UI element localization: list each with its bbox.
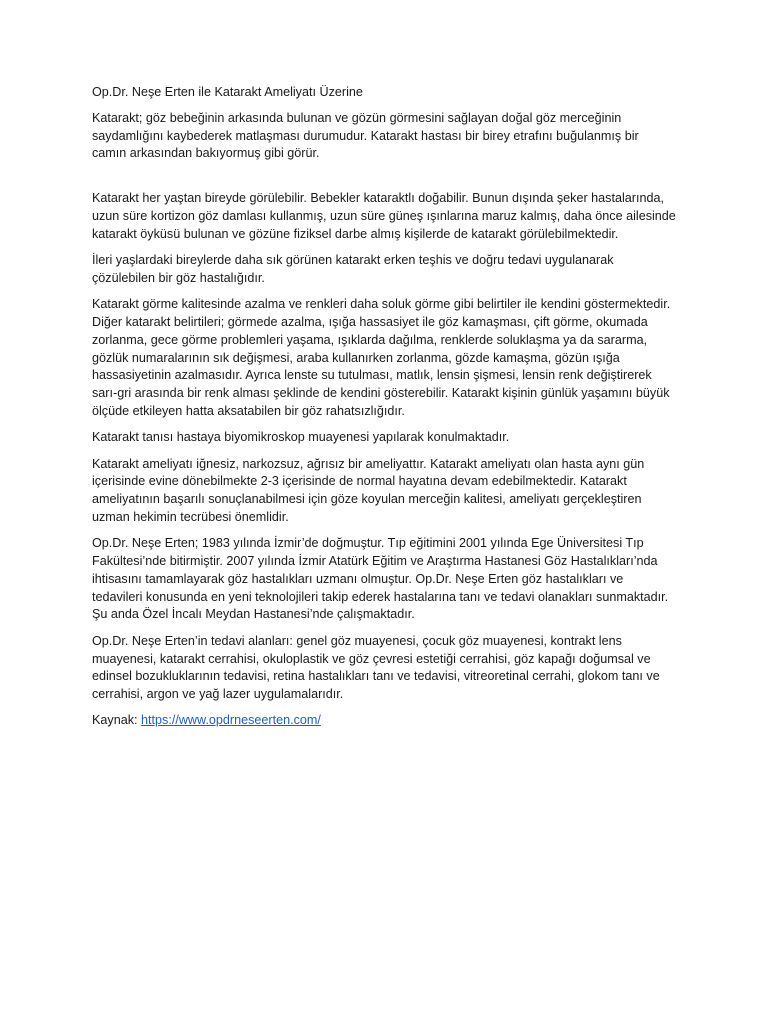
document-title: Op.Dr. Neşe Erten ile Katarakt Ameliyatı Üzerine [92, 85, 363, 99]
paragraph-doctor-bio: Op.Dr. Neşe Erten; 1983 yılında İzmir’de doğmuştur. Tıp eğitimini 2001 yılında Ege Üniversitesi Tıp Fakültesi’nde bitirmiştir. 2007 yılında İzmir Atatürk Eğitim ve Araştırma Hastanesi Göz Hastalıkları’nda ihtisasını tamamlayarak göz hastalıkları uzmanı olmuştur. Op.Dr. Neşe Erten göz hastalıkları ve tedavileri konusunda en yeni teknolojileri takip ederek hastalarına tanı ve tedavi olanakları sunmaktadır. Şu anda Özel İncalı Meydan Hastanesi’nde çalışmaktadır. [92, 536, 669, 622]
source-label: Kaynak: [92, 713, 138, 728]
paragraph-diagnosis: Katarakt tanısı hastaya biyomikroskop muayenesi yapılarak konulmaktadır. [92, 430, 510, 445]
paragraph-early-diagnosis: İleri yaşlardaki bireylerde daha sık görünen katarakt erken teşhis ve doğru tedavi uygulanarak çözülebilen bir göz hastalığıdır. [92, 253, 614, 285]
paragraph-surgery: Katarakt ameliyatı iğnesiz, narkozsuz, ağrısız bir ameliyattır. Katarakt ameliyatı olan hasta aynı gün içerisinde evine dönebilmekte 2-3 içerisinde de normal hayatına devam edebilmektedir. Katarakt ameliyatının başarılı sonuçlanabilmesi için göze koyulan merceğin kalitesi, ameliyatı gerçekleştiren uzman hekimin tecrübesi önemlidir. [92, 456, 645, 524]
paragraph-treatment-areas: Op.Dr. Neşe Erten’in tedavi alanları: genel göz muayenesi, çocuk göz muayenesi, kontrakt lens muayenesi, katarakt cerrahisi, okuloplastik ve göz çevresi estetiği cerrahisi, göz kapağı doğumsal ve edinsel bozukluklarının tedavisi, retina hastalıkları tanı ve tedavisi, vitreoretinal cerrahi, glokom tanı ve cerrahisi, argon ve yağ lazer uygulamalarıdır. [92, 633, 660, 702]
paragraph-symptoms: Katarakt görme kalitesinde azalma ve renkleri daha soluk görme gibi belirtiler ile kendini göstermektedir. Diğer katarakt belirtileri; görmede azalma, ışığa hassasiyet ile göz kamaşması, çift görme, okumada zorlanma, gece görme problemleri yaşama, ışıklarda dağılma, renklerde soluklaşma ya da sararma, gözlük numaralarının sık değişmesi, araba kullanırken zorlanma, gözde kamaşma, gözün ışığa hassasiyetinin azalmasıdır. Ayrıca lenste su tutulması, matlık, lensin şişmesi, lensin renk değiştirerek sarı-gri arasında bir renk alması şeklinde de kendini gösterebilir. Katarakt kişinin günlük yaşamını büyük ölçüde etkileyen hatta aksatabilen bir göz rahatsızlığıdır. [92, 297, 671, 418]
document-page [92, 84, 676, 739]
paragraph-definition: Katarakt; göz bebeğinin arkasında bulunan ve gözün görmesini sağlayan doğal göz merceğinin saydamlığını kaybederek matlaşması durumudur. Katarakt hastası bir birey etrafını buğulanmış bir camın arkasından bakıyormuş gibi görür. [92, 110, 639, 161]
source-line [92, 712, 676, 730]
paragraph-who-gets-cataract: Katarakt her yaştan bireyde görülebilir. Bebekler kataraktlı doğabilir. Bunun dışında şeker hastalarında, uzun süre kortizon göz damlası kullanmış, uzun süre güneş ışınlarına maruz kalmış, daha önce ailesinde katarakt öyküsü bulunan ve gözüne fiziksel darbe almış kişilerde de katarakt görülebilmektedir. [92, 191, 676, 241]
source-link[interactable]: https://www.opdrneseerten.com/ [141, 713, 321, 728]
